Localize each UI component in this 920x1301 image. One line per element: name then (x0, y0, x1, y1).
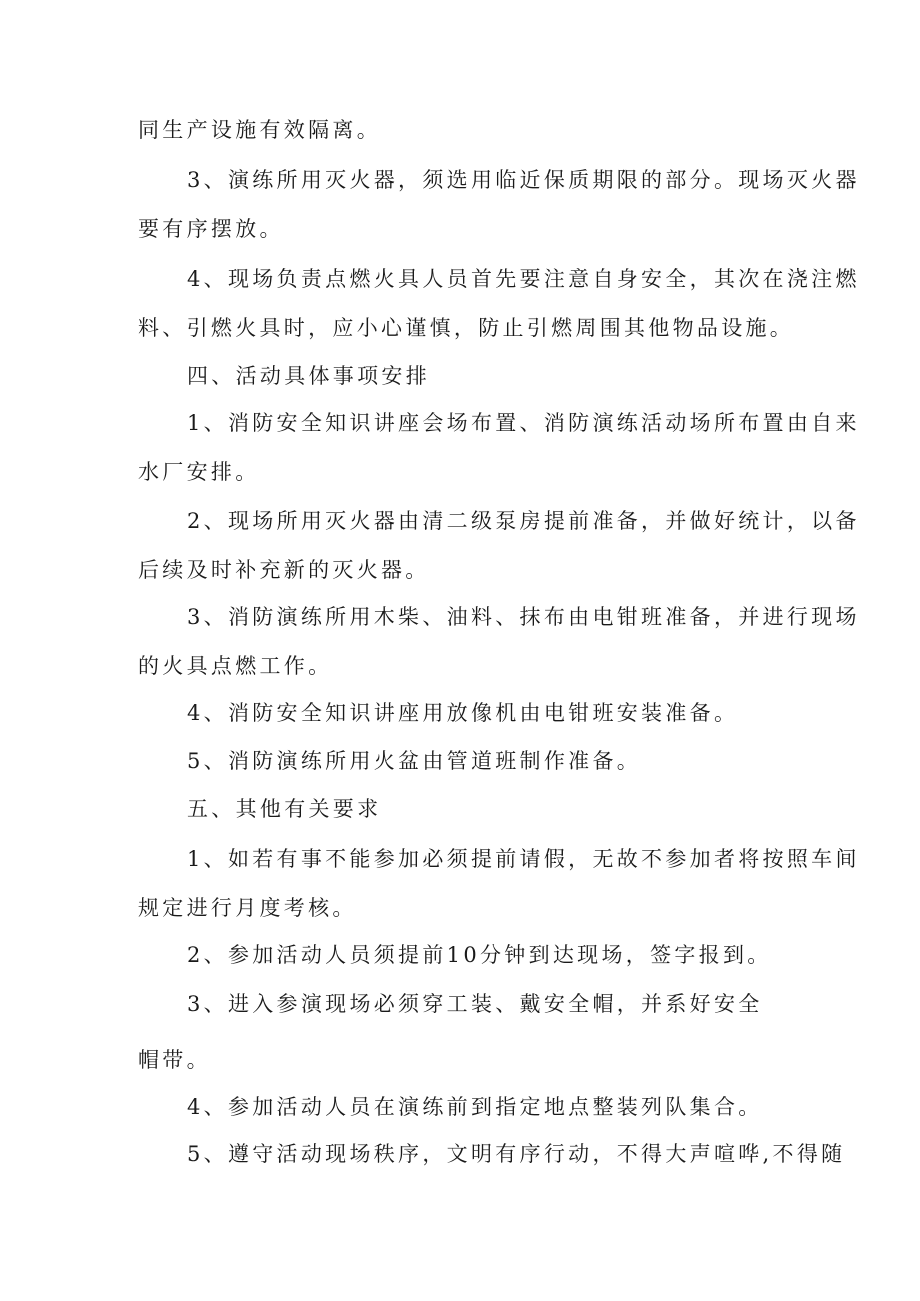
section-heading: 五、其他有关要求 (187, 797, 382, 821)
paragraph-line: 规定进行月度考核。 (138, 896, 357, 920)
section-heading: 四、活动具体事项安排 (187, 364, 430, 388)
paragraph-line: 5、遵守活动现场秩序，文明有序行动，不得大声喧哗,不得随 (187, 1142, 846, 1166)
paragraph-line: 水厂安排。 (138, 460, 260, 484)
paragraph-line: 料、引燃火具时，应小心谨慎，防止引燃周围其他物品设施。 (138, 316, 795, 340)
paragraph-line: 4、参加活动人员在演练前到指定地点整装列队集合。 (187, 1095, 763, 1119)
paragraph-line: 帽带。 (138, 1048, 211, 1072)
paragraph-line: 3、消防演练所用木柴、油料、抹布由电钳班准备，并进行现场 (187, 605, 860, 629)
paragraph-line: 同生产设施有效隔离。 (138, 118, 381, 142)
paragraph-line: 1、消防安全知识讲座会场布置、消防演练活动场所布置由自来 (187, 411, 860, 435)
paragraph-line: 2、现场所用灭火器由清二级泵房提前准备，并做好统计，以备 (187, 509, 860, 533)
paragraph-line: 5、消防演练所用火盆由管道班制作准备。 (187, 749, 642, 773)
paragraph-line: 的火具点燃工作。 (138, 654, 333, 678)
paragraph-line: 3、演练所用灭火器，须选用临近保质期限的部分。现场灭火器 (187, 168, 860, 192)
paragraph-line: 后续及时补充新的灭火器。 (138, 558, 430, 582)
paragraph-line: 4、现场负责点燃火具人员首先要注意自身安全，其次在浇注燃 (187, 267, 860, 291)
paragraph-line: 2、参加活动人员须提前10分钟到达现场，签字报到。 (187, 943, 772, 967)
paragraph-line: 1、如若有事不能参加必须提前请假，无故不参加者将按照车间 (187, 847, 860, 871)
paragraph-line: 3、进入参演现场必须穿工装、戴安全帽，并系好安全 (187, 992, 763, 1016)
paragraph-line: 4、消防安全知识讲座用放像机由电钳班安装准备。 (187, 701, 739, 725)
paragraph-line: 要有序摆放。 (138, 217, 284, 241)
